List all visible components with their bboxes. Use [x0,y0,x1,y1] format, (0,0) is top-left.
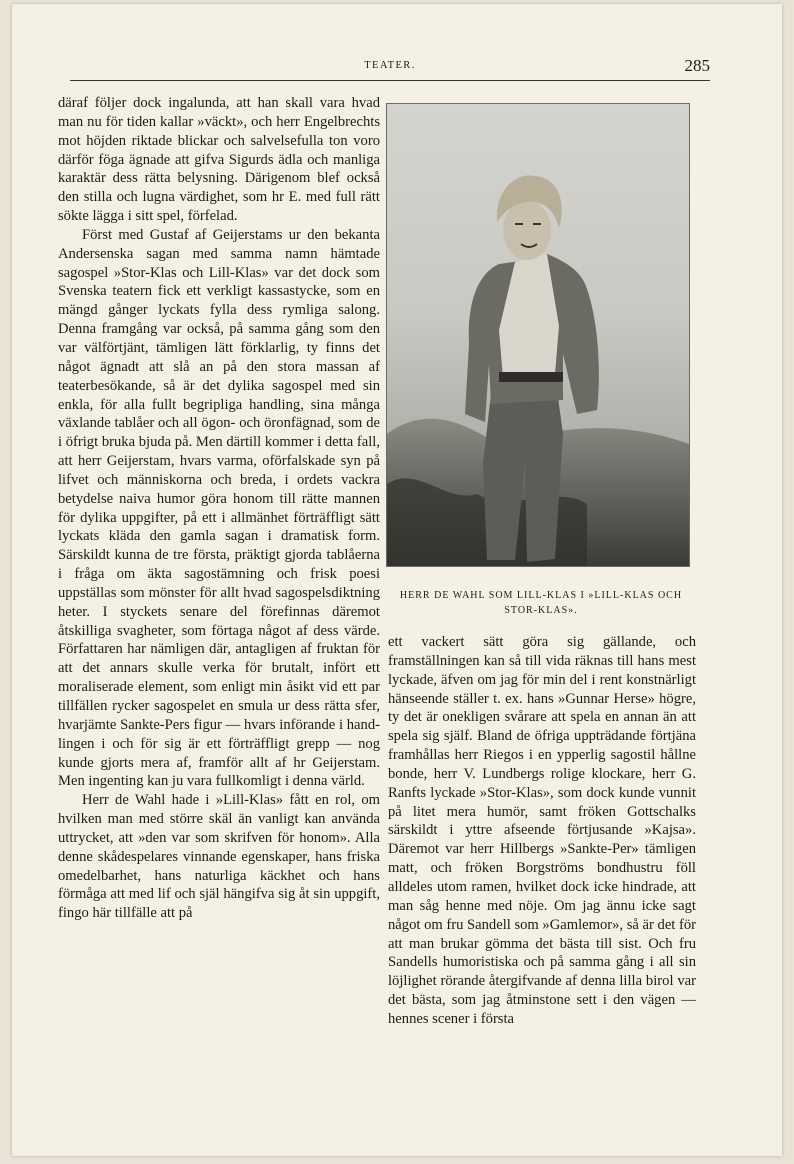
photo-caption: HERR DE WAHL SOM LILL-KLAS I »LILL-KLAS OCH STOR-KLAS». [399,590,683,616]
page [12,4,782,1156]
paragraph: Först med Gustaf af Geijerstams ur den bekanta Andersenska sagan med samma namn hämtade sagospel »Stor-Klas och Lill-Klas» var det dock som Svenska teatern fick ett verkligt kassastycke, som en mängd gånger lyckats fylla dess rymliga salong. Denna framgång var också, på samma gång som den var välförtjänt, tämligen lätt förklarlig, ty finns det något ägnadt att slå an på den stora massan af teaterbesökande, så är det dylika sagospel med sin enkla, för alla fullt begripliga handling, sina många växlande tablåer och all ögon- och öronfägnad, som de i öfrigt bruka bjuda på. Men därtill kommer i detta fall, att herr Geijerstam, hvars varma, oförfalskade syn på lifvet och människorna och breda, i ordets vackra betydelse naiva humor göra honom till rätte mannen för dylika uppgifter, på ett i allmänhet förträffligt sätt lyckats kläda den gamla sagan i dramatisk form. Särskildt kunna de tre första, präktigt gjorda tablåerna i fråga om äkta sagostämning och frisk poesi uppställas som mönster för allt hvad sagospelsdiktning heter. I styckets senare del förefinnas däremot åtskilliga svagheter, som förtaga något af dess värde. Författaren har nämligen där, antagligen af fruktan för att det annars skulle verka för brutalt, infört ett moraliserade element, som enligt min åsikt vid ett par tillfällen rycker sagospelet en smula ur dess rätta sfer, hvarjämte Sankte-Pers figur — hvars införande i handlingen i och för sig är ett förträffligt grepp — nog kunde gjorts mera af, framför allt af hr Geijerstam. Men ingenting kan ju vara fullkomligt i denna värld. [58,226,380,790]
header-rule [70,80,710,81]
left-column [58,94,380,923]
page-number: 285 [684,56,710,75]
face [503,200,551,260]
right-column [388,633,696,1029]
belt [499,372,563,382]
page-header [70,56,710,80]
paragraph: Herr de Wahl hade i »Lill-Klas» fått en rol, om hvilken man med större skäl än vanligt kan använda uttrycket, att »den var som skrifven för honom». Alla denne skådespelares vinnande egenskaper, hans friska omedelbarhet, hans naturliga käckhet och hans förmåga att med lif och själ hängifva sig åt sin uppgift, fingo här tillfälle att på [58,792,380,922]
portrait-figure [387,104,689,566]
running-title: TEATER. [364,60,416,71]
portrait-photo [386,103,690,567]
paragraph: ett vackert sätt göra sig gällande, och framställningen kan så till vida räknas till hans mest lyckade, äfven om jag för min del i rent konstnärligt hänseende ställer t. ex. hans »Gunnar Herse» högre, ty det är onekligen svårare att spela en annan än att spela sig själf. Bland de öfriga uppträdande förtjäna framhållas herr Riegos i en ypperlig sagostil hållne bonde, herr V. Lundbergs rolige klockare, herr G. Ranfts lyckade »Stor-Klas», som dock kunde vunnit på litet mera humör, samt fröken Gottschalks särskildt i yttre afseende förtjusande »Kajsa». Däremot var herr Hillbergs »Sankte-Per» tämligen matt, och fröken Borgströms bondhustru föll alldeles utom ramen, hvilket dock icke hindrade, att man såg henne med nöje. Om jag ännu icke sagt något om fru Sandell som »Gamlemor», så är det för att man brukar gömma det bästa till sist. Och fru Sandells humoristiska och på samma gång i all sin löjlighet rörande återgifvande af denna lilla birol var det bästa, som jag åtminstone sett i den vägen — hennes scener i första [388,634,697,1027]
paragraph: däraf följer dock ingalunda, att han skall vara hvad man nu för tiden kallar »väckt», och herr Engelbrechts mot höjden riktade blickar och salvelsefulla ton voro därför föga ägnade att gifva Sigurds ädla och manliga karaktär dess rätta belysning. Därigenom blef också den stilla och lugna värdighet, som hr E. med full rätt sökte lägga i sitt spel, förfelad. [58,95,380,225]
